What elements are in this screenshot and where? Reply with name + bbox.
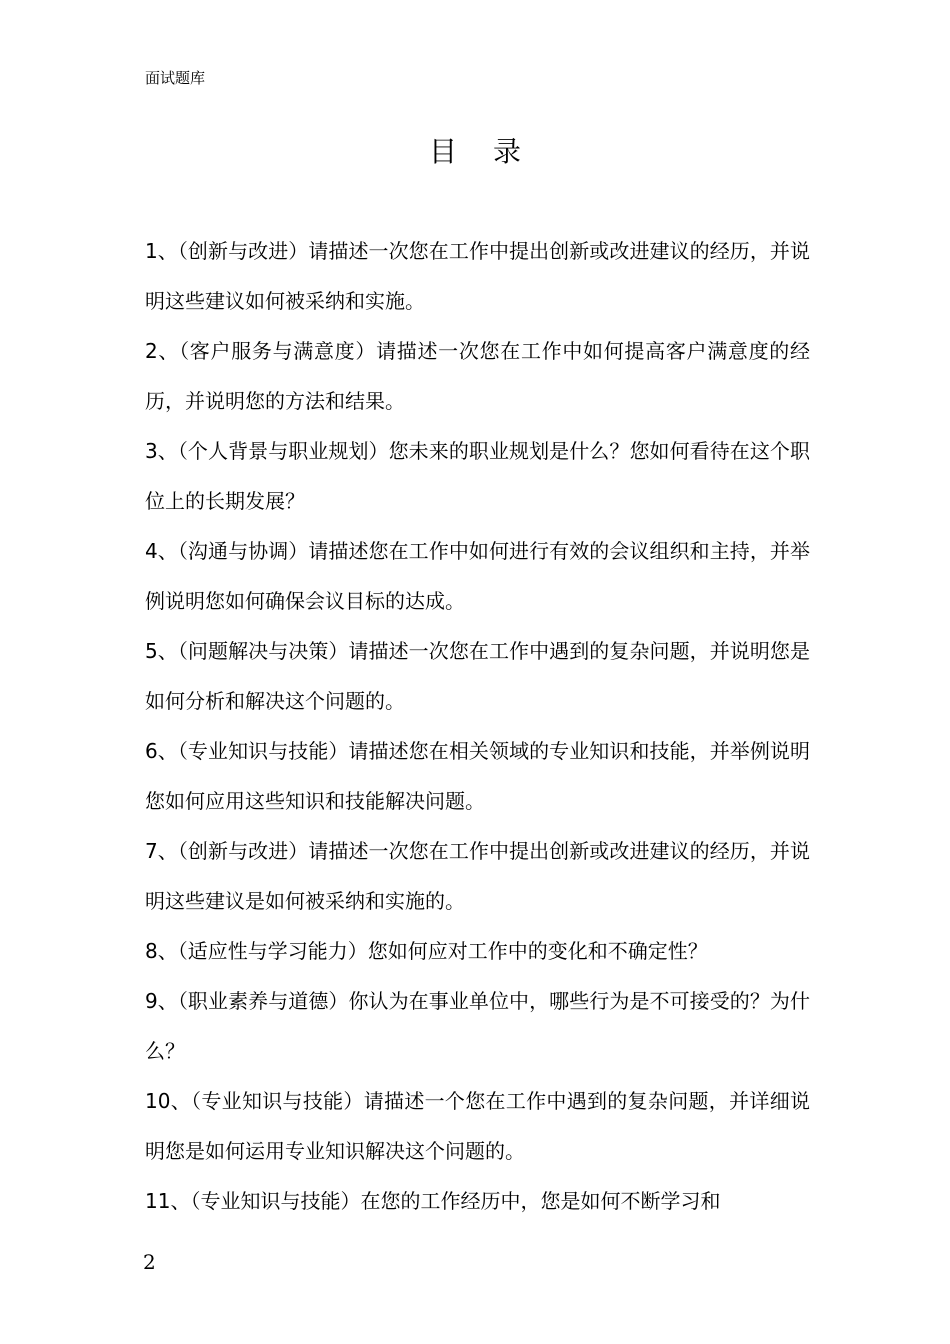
toc-entry: 9、（职业素养与道德）你认为在事业单位中，哪些行为是不可接受的？为什么？ <box>145 989 810 1063</box>
toc-entry: 7、（创新与改进）请描述一次您在工作中提出创新或改进建议的经历，并说明这些建议是如何被采纳和实施的。 <box>145 839 810 913</box>
toc-entry: 3、（个人背景与职业规划）您未来的职业规划是什么？您如何看待在这个职位上的长期发展？ <box>145 439 810 513</box>
page-title: 目录 <box>428 135 557 168</box>
toc-entry: 10、（专业知识与技能）请描述一个您在工作中遇到的复杂问题，并详细说明您是如何运用专业知识解决这个问题的。 <box>145 1089 810 1163</box>
page-number: 2 <box>143 1250 156 1274</box>
running-header: 面试题库 <box>145 69 206 87</box>
toc-entry: 8、（适应性与学习能力）您如何应对工作中的变化和不确定性？ <box>145 939 708 963</box>
table-of-contents <box>145 226 810 1226</box>
toc-entry: 5、（问题解决与决策）请描述一次您在工作中遇到的复杂问题，并说明您是如何分析和解决这个问题的。 <box>145 639 810 713</box>
toc-entry: 1、（创新与改进）请描述一次您在工作中提出创新或改进建议的经历，并说明这些建议如何被采纳和实施。 <box>145 239 810 313</box>
toc-entry: 2、（客户服务与满意度）请描述一次您在工作中如何提高客户满意度的经历，并说明您的方法和结果。 <box>145 339 810 413</box>
toc-entry: 6、（专业知识与技能）请描述您在相关领域的专业知识和技能，并举例说明您如何应用这些知识和技能解决问题。 <box>145 739 810 813</box>
toc-entry: 11、（专业知识与技能）在您的工作经历中，您是如何不断学习和 <box>145 1189 721 1213</box>
toc-entry: 4、（沟通与协调）请描述您在工作中如何进行有效的会议组织和主持，并举例说明您如何确保会议目标的达成。 <box>145 539 810 613</box>
